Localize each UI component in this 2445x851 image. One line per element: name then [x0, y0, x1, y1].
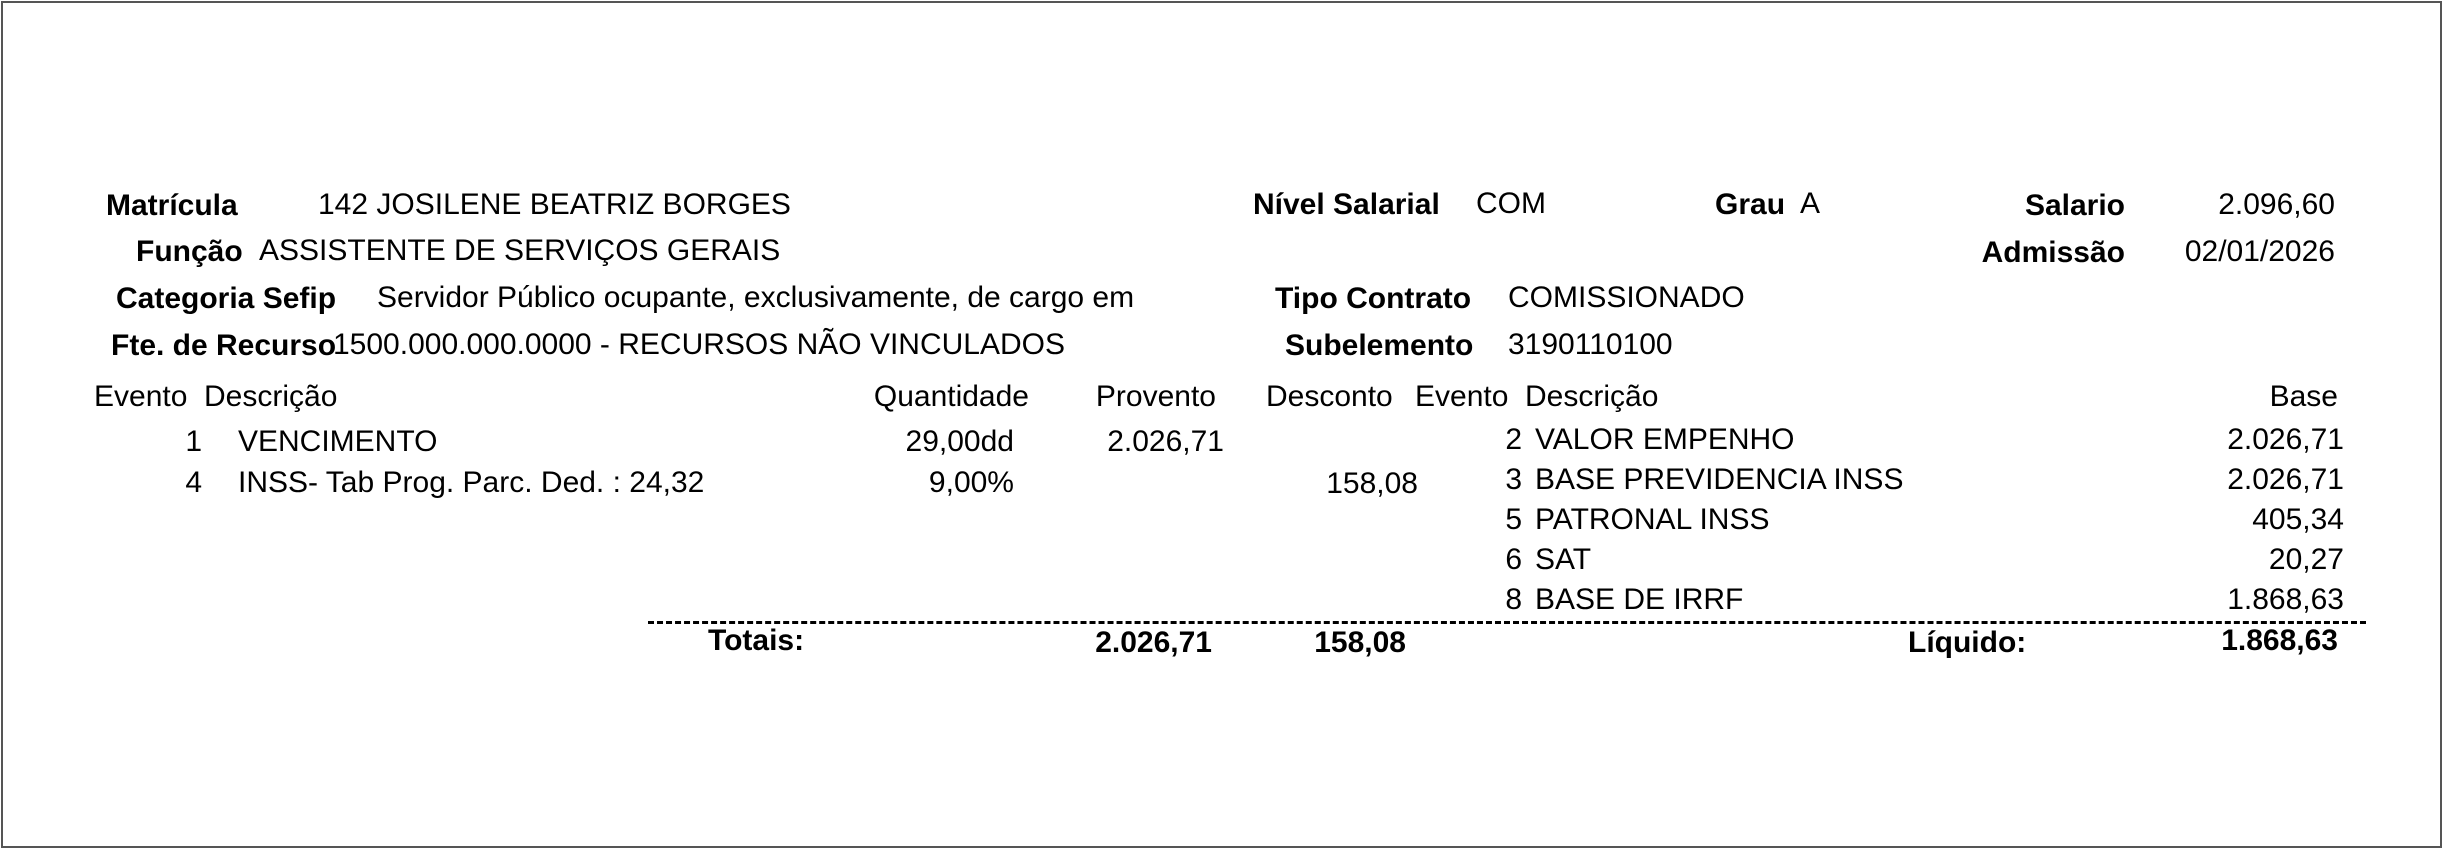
totais-provento: 2.026,71 — [1095, 626, 1212, 659]
row-descricao: VENCIMENTO — [238, 425, 438, 458]
row-evento: 2 — [1505, 423, 1522, 456]
row-evento: 5 — [1505, 503, 1522, 536]
row-base: 2.026,71 — [2227, 463, 2344, 496]
totais-desconto: 158,08 — [1314, 626, 1406, 659]
row-base: 1.868,63 — [2227, 583, 2344, 616]
col-desconto: Desconto — [1266, 380, 1393, 413]
tipo-contrato-label: Tipo Contrato — [1275, 282, 1472, 315]
row-base: 20,27 — [2268, 543, 2344, 576]
categoria-value: Servidor Público ocupante, exclusivamente, de cargo em — [377, 281, 1135, 314]
matricula-value: 142 JOSILENE BEATRIZ BORGES — [318, 188, 791, 221]
col-quantidade: Quantidade — [873, 380, 1029, 413]
col-evento-2: Evento — [1415, 380, 1509, 413]
row-descricao: SAT — [1535, 543, 1592, 576]
admissao-value: 02/01/2026 — [2184, 235, 2335, 268]
admissao-label: Admissão — [1981, 236, 2125, 269]
row-quantidade: 29,00dd — [905, 425, 1014, 458]
row-quantidade: 9,00% — [928, 466, 1014, 499]
salario-label: Salario — [2024, 189, 2125, 222]
row-descricao: INSS- Tab Prog. Parc. Ded. : 24,32 — [238, 466, 705, 499]
grau-value: A — [1800, 187, 1821, 220]
totais-label: Totais: — [708, 624, 805, 657]
grau-label: Grau — [1715, 188, 1786, 221]
fonte-recurso-label: Fte. de Recurso — [111, 329, 337, 362]
col-provento: Provento — [1095, 380, 1216, 413]
categoria-label: Categoria Sefip — [116, 282, 337, 315]
row-base: 2.026,71 — [2227, 423, 2344, 456]
row-evento: 1 — [185, 425, 202, 458]
row-desconto: 158,08 — [1326, 467, 1418, 500]
row-descricao: VALOR EMPENHO — [1535, 423, 1795, 456]
liquido-value: 1.868,63 — [2221, 624, 2338, 657]
row-base: 405,34 — [2252, 503, 2344, 536]
matricula-label: Matrícula — [106, 189, 238, 222]
fonte-recurso-value: 1500.000.000.0000 - RECURSOS NÃO VINCULADOS — [333, 328, 1065, 361]
row-evento: 3 — [1505, 463, 1522, 496]
nivel-salarial-value: COM — [1476, 187, 1546, 220]
nivel-salarial-label: Nível Salarial — [1253, 188, 1440, 221]
row-evento: 8 — [1505, 583, 1522, 616]
col-evento: Evento — [94, 380, 188, 413]
col-descricao-2: Descrição — [1525, 380, 1659, 413]
row-evento: 6 — [1505, 543, 1522, 576]
row-descricao: BASE DE IRRF — [1535, 583, 1744, 616]
tipo-contrato-value: COMISSIONADO — [1508, 281, 1745, 314]
funcao-value: ASSISTENTE DE SERVIÇOS GERAIS — [259, 234, 781, 267]
row-evento: 4 — [185, 466, 202, 499]
row-descricao: BASE PREVIDENCIA INSS — [1535, 463, 1904, 496]
funcao-label: Função — [136, 235, 243, 268]
subelemento-value: 3190110100 — [1508, 328, 1673, 361]
col-base: Base — [2269, 380, 2338, 413]
row-provento: 2.026,71 — [1107, 425, 1224, 458]
subelemento-label: Subelemento — [1285, 329, 1474, 362]
liquido-label: Líquido: — [1908, 626, 2027, 659]
salario-value: 2.096,60 — [2218, 188, 2335, 221]
col-descricao: Descrição — [204, 380, 338, 413]
row-descricao: PATRONAL INSS — [1535, 503, 1770, 536]
